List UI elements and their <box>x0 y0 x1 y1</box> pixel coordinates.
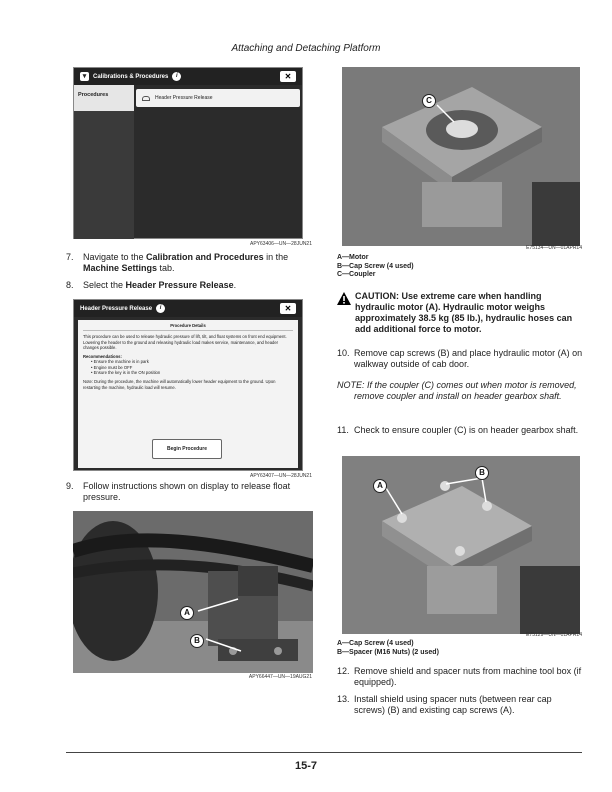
close-button[interactable]: ✕ <box>280 303 296 314</box>
gauge-icon <box>142 96 150 101</box>
recommendation-item: • Ensure the machine is in park <box>91 359 149 365</box>
menu-icon: ▾ <box>80 72 89 81</box>
figure-caption: E75129—UN—01APR14 <box>526 632 582 638</box>
info-icon: i <box>156 304 165 313</box>
footer-divider <box>66 752 582 753</box>
sidebar <box>74 85 134 239</box>
step-8: 8. Select the Header Pressure Release. <box>66 280 237 290</box>
calibrations-screen <box>73 67 303 239</box>
hydraulic-motor-photo <box>73 511 313 673</box>
callout-b: B <box>190 634 204 648</box>
caution-block <box>337 291 583 335</box>
step-13: 13. Install shield using spacer nuts (between rear cap screws) (B) and existing cap screws (A). <box>337 694 552 715</box>
info-icon: i <box>172 72 181 81</box>
figure-caption: APY63406—UN—28JUN21 <box>250 241 312 247</box>
coupler-photo <box>342 67 580 246</box>
button-label: Begin Procedure <box>166 446 207 452</box>
close-button[interactable]: ✕ <box>280 71 296 82</box>
sidebar-item-label: Procedures <box>78 92 109 98</box>
warning-icon <box>337 292 351 305</box>
note-text: Note: During the procedure, the machine will automatically lower header equipment to the ground. Upon restarting the machine, hydraulic load will resume. <box>83 379 276 390</box>
step-9: 9. Follow instructions shown on display to release float pressure. <box>66 481 291 502</box>
note-block <box>337 380 583 402</box>
page-number: 15-7 <box>294 760 318 772</box>
recommendation-item: • Engine must be OFF <box>91 364 133 370</box>
page-header: Attaching and Detaching Platform <box>231 43 381 54</box>
sidebar-item-procedures[interactable] <box>74 85 134 111</box>
legend-figure-2 <box>337 640 577 657</box>
legend-figure-1 <box>337 254 577 280</box>
step-7: 7. Navigate to the Calibration and Procedures in the Machine Settings tab. <box>66 252 289 273</box>
figure-caption: E75134—UN—01APR14 <box>526 245 582 251</box>
note-text: NOTE: If the coupler (C) comes out when motor is removed, remove coupler and install on header gearbox shaft. <box>337 380 577 401</box>
callout-c: C <box>422 94 436 108</box>
legend-item: A—Cap Screw (4 used) <box>337 640 414 647</box>
callout-a: A <box>373 479 387 493</box>
recommendations-title: Recommendations: <box>83 354 122 360</box>
cap-screw-photo <box>342 456 580 634</box>
coupler-image <box>342 67 580 246</box>
step-10: 10. Remove cap screws (B) and place hydraulic motor (A) on walkway outside of cab door. <box>337 348 583 369</box>
begin-procedure-button[interactable] <box>152 439 222 459</box>
description-text: This procedure can be used to release hydraulic pressure of lift, tilt, and float systems on front end equipment. Lowering the header to the ground and releasing hydraulic load makes service, maintenance, and header changes possible. <box>83 334 287 350</box>
callout-b: B <box>475 466 489 480</box>
figure-caption: APY63407—UN—28JUN21 <box>250 473 312 479</box>
procedure-item-label[interactable]: Header Pressure Release <box>155 95 213 101</box>
header-pressure-screen <box>73 299 303 471</box>
legend-item: B—Cap Screw (4 used) <box>337 262 414 270</box>
screen-title: Calibrations & Procedures <box>93 73 169 80</box>
legend-item: B—Spacer (M16 Nuts) (2 used) <box>337 648 439 656</box>
figure-caption: APY66447—UN—19AUG21 <box>248 674 312 680</box>
legend-item: A—Motor <box>337 254 369 261</box>
procedure-list <box>136 89 300 107</box>
procedure-details-panel <box>78 320 298 468</box>
screen-titlebar <box>74 300 302 317</box>
recommendation-item: • Ensure the key is in the ON position <box>91 370 161 376</box>
step-12: 12. Remove shield and spacer nuts from machine tool box (if equipped). <box>337 666 582 687</box>
section-title: Procedure Details <box>83 323 293 331</box>
motor-image <box>73 511 313 673</box>
caution-text: CAUTION: Use extreme care when handling hydraulic motor (A). Hydraulic motor weighs approximately 38.5 kg (85 lb.), hydraulic hoses can add additional force to motor. <box>355 291 573 334</box>
legend-item: C—Coupler <box>337 271 376 278</box>
callout-a: A <box>180 606 194 620</box>
step-11: 11. Check to ensure coupler (C) is on header gearbox shaft. <box>337 425 579 435</box>
screen-title: Header Pressure Release <box>80 305 153 312</box>
screen-titlebar <box>74 68 302 85</box>
